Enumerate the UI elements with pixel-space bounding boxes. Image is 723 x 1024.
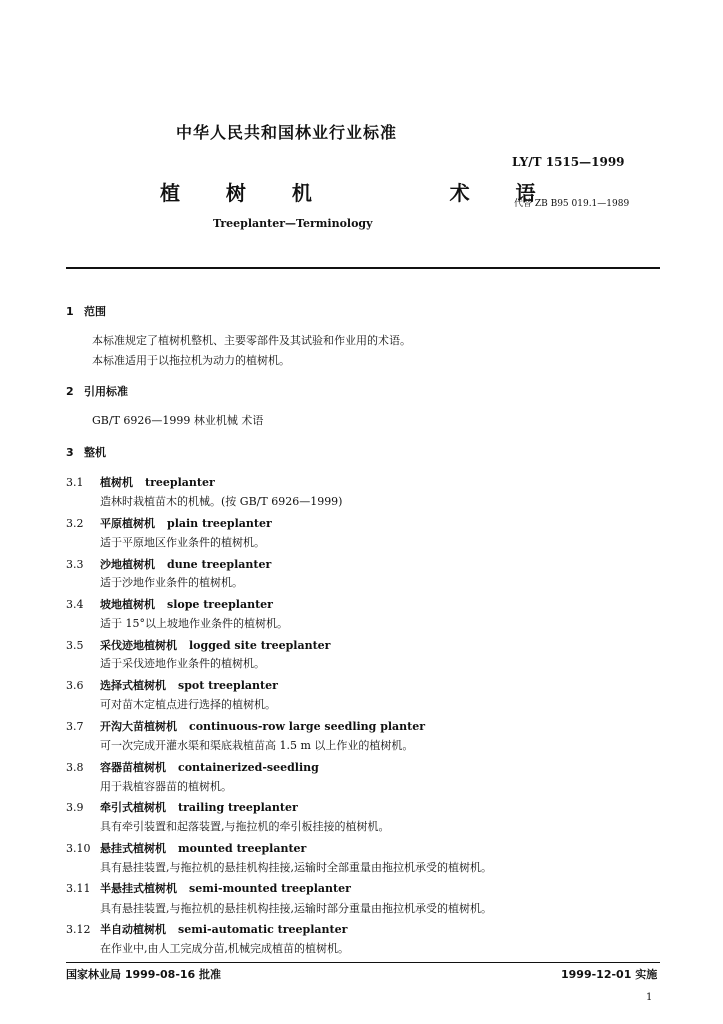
section-1-paragraph: 本标准适用于以拖拉机为动力的植树机。 — [92, 354, 290, 367]
term-entry — [66, 718, 425, 734]
term-en: mounted treeplanter — [178, 842, 307, 855]
term-entry — [66, 596, 273, 612]
term-en: plain treeplanter — [167, 517, 272, 530]
approval-date: 国家林业局 1999-08-16 批准 — [66, 968, 222, 981]
term-definition: 适于采伐迹地作业条件的植树机。 — [100, 657, 265, 670]
standard-code: LY/T 1515—1999 — [512, 155, 625, 169]
term-number: 3.10 — [66, 842, 91, 855]
term-en: dune treeplanter — [167, 558, 272, 571]
section-3-heading — [66, 444, 106, 460]
term-number: 3.3 — [66, 558, 84, 571]
term-entry — [66, 840, 306, 856]
term-entry — [66, 515, 272, 531]
term-definition: 具有牵引装置和起落装置,与拖拉机的牵引板挂接的植树机。 — [100, 820, 390, 833]
section-2-heading — [66, 383, 128, 399]
english-title: Treeplanter—Terminology — [213, 217, 373, 230]
term-zh: 植树机 — [100, 476, 133, 489]
section-title: 引用标准 — [84, 385, 128, 398]
term-definition: 具有悬挂装置,与拖拉机的悬挂机构挂接,运输时部分重量由拖拉机承受的植树机。 — [100, 902, 492, 915]
term-definition: 具有悬挂装置,与拖拉机的悬挂机构挂接,运输时全部重量由拖拉机承受的植树机。 — [100, 861, 492, 874]
term-definition: 用于栽植容器苗的植树机。 — [100, 780, 232, 793]
term-number: 3.2 — [66, 517, 84, 530]
section-1-heading — [66, 303, 106, 319]
term-en: trailing treeplanter — [178, 801, 298, 814]
term-definition: 适于平原地区作业条件的植树机。 — [100, 536, 265, 549]
term-entry — [66, 759, 319, 775]
term-entry — [66, 799, 298, 815]
term-en: logged site treeplanter — [189, 639, 331, 652]
term-zh: 半自动植树机 — [100, 923, 166, 936]
term-number: 3.1 — [66, 476, 84, 489]
term-number: 3.9 — [66, 801, 84, 814]
term-entry — [66, 637, 330, 653]
section-title: 范围 — [84, 305, 106, 318]
term-entry — [66, 921, 347, 937]
term-zh: 开沟大苗植树机 — [100, 720, 177, 733]
term-zh: 选择式植树机 — [100, 679, 166, 692]
footer-divider — [66, 962, 660, 963]
document-title: 植 树 机 术 语 — [160, 181, 536, 205]
term-definition: 在作业中,由人工完成分苗,机械完成植苗的植树机。 — [100, 942, 349, 955]
term-zh: 牵引式植树机 — [100, 801, 166, 814]
term-en: spot treeplanter — [178, 679, 278, 692]
section-title: 整机 — [84, 446, 106, 459]
term-entry — [66, 474, 215, 490]
term-zh: 半悬挂式植树机 — [100, 882, 177, 895]
term-zh: 容器苗植树机 — [100, 761, 166, 774]
term-definition: 可对苗木定植点进行选择的植树机。 — [100, 698, 276, 711]
section-number: 2 — [66, 385, 74, 398]
term-number: 3.12 — [66, 923, 91, 936]
term-en: semi-mounted treeplanter — [189, 882, 351, 895]
term-definition: 可一次完成开灌水渠和渠底栽植苗高 1.5 m 以上作业的植树机。 — [100, 739, 414, 752]
term-number: 3.6 — [66, 679, 84, 692]
header-divider — [66, 267, 660, 269]
term-en: semi-automatic treeplanter — [178, 923, 348, 936]
replaces-note: 代替 ZB B95 019.1—1989 — [514, 199, 630, 209]
term-number: 3.5 — [66, 639, 84, 652]
term-zh: 悬挂式植树机 — [100, 842, 166, 855]
section-2-paragraph: GB/T 6926—1999 林业机械 术语 — [92, 414, 264, 427]
term-en: containerized-seedling — [178, 761, 319, 774]
term-en: continuous-row large seedling planter — [189, 720, 426, 733]
term-entry — [66, 677, 278, 693]
issuer-title: 中华人民共和国林业行业标准 — [176, 123, 398, 142]
section-number: 1 — [66, 305, 74, 318]
term-definition: 造林时栽植苗木的机械。(按 GB/T 6926—1999) — [100, 495, 343, 508]
term-zh: 沙地植树机 — [100, 558, 155, 571]
term-number: 3.4 — [66, 598, 84, 611]
term-en: treeplanter — [145, 476, 215, 489]
term-zh: 采伐迹地植树机 — [100, 639, 177, 652]
term-definition: 适于沙地作业条件的植树机。 — [100, 576, 243, 589]
term-zh: 平原植树机 — [100, 517, 155, 530]
term-definition: 适于 15°以上坡地作业条件的植树机。 — [100, 617, 288, 630]
page-number: 1 — [646, 992, 653, 1003]
term-zh: 坡地植树机 — [100, 598, 155, 611]
effective-date: 1999-12-01 实施 — [561, 968, 658, 981]
section-1-paragraph: 本标准规定了植树机整机、主要零部件及其试验和作业用的术语。 — [92, 334, 411, 347]
term-entry — [66, 880, 351, 896]
section-number: 3 — [66, 446, 74, 459]
term-number: 3.11 — [66, 882, 91, 895]
term-en: slope treeplanter — [167, 598, 273, 611]
term-number: 3.7 — [66, 720, 84, 733]
term-number: 3.8 — [66, 761, 84, 774]
term-entry — [66, 556, 271, 572]
